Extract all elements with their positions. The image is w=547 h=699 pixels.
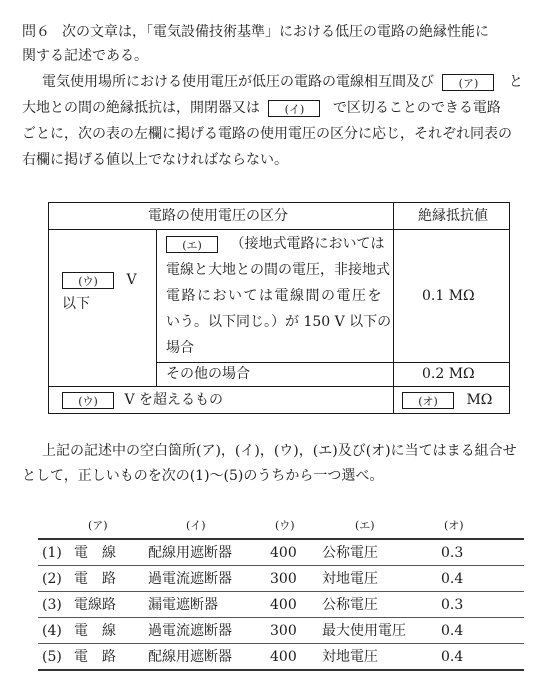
answer-u: 400: [270, 649, 297, 665]
answer-o: 0.3: [441, 545, 464, 561]
blank-o: (オ): [402, 392, 454, 409]
left-below: 以下: [62, 296, 90, 312]
answer-e: 対地電圧: [322, 649, 378, 665]
question-line-2: として，正しいものを次の(1)～(5)のうちから一つ選べ。: [22, 468, 384, 484]
answer-o: 0.4: [441, 649, 464, 665]
exceed-cell: [62, 390, 223, 410]
problem-line-3: [42, 72, 523, 92]
problem-text-3b: と: [508, 74, 523, 90]
answer-u: 400: [270, 545, 297, 561]
problem-line-1: [22, 22, 489, 42]
insulation-table: [48, 202, 510, 414]
problem-line-6: 右欄に掲げる値以上でなければならない。: [22, 152, 288, 168]
answer-header-e: (エ): [355, 519, 375, 532]
desc-line-4: いう。以下同じ。）が 150 V 以下の: [166, 314, 392, 330]
answer-row[interactable]: [38, 540, 524, 565]
problem-text-3a: 電気使用場所における使用電圧が低圧の電路の電線相互間及び: [42, 74, 434, 90]
value-2: 0.2 MΩ: [422, 366, 475, 382]
blank-u-1: (ウ): [62, 272, 114, 289]
answer-row[interactable]: [38, 592, 524, 617]
left-voltage-cell: [62, 270, 137, 290]
blank-u-2: (ウ): [62, 392, 114, 409]
answer-num: (4): [42, 623, 62, 639]
answer-num: (1): [42, 545, 62, 561]
answer-o: 0.4: [441, 571, 464, 587]
table-header-right: 絶縁抵抗値: [418, 208, 488, 224]
answer-e: 公称電圧: [322, 545, 378, 561]
problem-text-1: 次の文章は，「電気設備技術基準」における低圧の電路の絶縁性能に: [62, 24, 489, 40]
answer-i: 過電流遮断器: [148, 571, 232, 587]
desc-line-2: 電線と大地との間の電圧，非接地式: [166, 262, 390, 278]
problem-line-4: [22, 98, 501, 118]
desc-line-3: 電路においては電線間の電圧を: [166, 288, 383, 304]
answer-i: 漏電遮断器: [148, 597, 218, 613]
answer-e: 対地電圧: [322, 571, 378, 587]
answer-row[interactable]: [38, 618, 524, 643]
exceed-text: V を超えるもの: [124, 392, 224, 408]
problem-line-2: 関する記述である。: [22, 48, 148, 64]
table-header-left: 電路の使用電圧の区分: [148, 208, 288, 224]
desc-line-5: 場合: [166, 340, 194, 356]
answer-a: 電 線: [74, 623, 116, 639]
answer-e: 最大使用電圧: [322, 623, 406, 639]
blank-e: (エ): [166, 236, 218, 253]
problem-text-4a: 大地との間の絶縁抵抗は，開閉器又は: [22, 100, 260, 116]
answer-header-o: (オ): [444, 519, 464, 532]
question-line-1: 上記の記述中の空白箇所(ア)，(イ)，(ウ)，(エ)及び(オ)に当てはまる組合せ: [42, 443, 517, 459]
problem-number: 問６: [22, 24, 50, 40]
value-3-cell: [402, 390, 492, 410]
answer-u: 400: [270, 597, 297, 613]
left-voltage-unit: V: [126, 272, 137, 288]
answer-num: (3): [42, 597, 62, 613]
answer-header-i: (イ): [186, 519, 206, 532]
answer-i: 過電流遮断器: [148, 623, 232, 639]
answer-i: 配線用遮断器: [148, 545, 232, 561]
problem-text-4b: で区切ることのできる電路: [332, 100, 501, 116]
answer-header-u: (ウ): [275, 519, 295, 532]
answer-o: 0.3: [441, 597, 464, 613]
answer-header-a: (ア): [88, 519, 108, 532]
answer-e: 公称電圧: [322, 597, 378, 613]
answer-a: 電 線: [74, 545, 116, 561]
answer-u: 300: [270, 571, 297, 587]
blank-a: (ア): [442, 74, 494, 91]
problem-line-5: ごとに，次の表の左欄に掲げる電路の使用電圧の区分に応じ，それぞれ同表の: [22, 126, 512, 142]
blank-i: (イ): [268, 100, 320, 117]
answer-i: 配線用遮断器: [148, 649, 232, 665]
answer-o: 0.4: [441, 623, 464, 639]
answer-row[interactable]: [38, 566, 524, 591]
answer-a: 電 路: [74, 649, 116, 665]
other-case: その他の場合: [166, 366, 250, 382]
value-1: 0.1 MΩ: [422, 288, 475, 304]
value-3-unit: MΩ: [466, 392, 493, 408]
answer-num: (5): [42, 649, 62, 665]
desc-line-1: [166, 234, 384, 254]
answer-a: 電線路: [74, 597, 116, 613]
desc-text-1: （接地式電路においては: [230, 236, 385, 252]
answer-row[interactable]: [38, 644, 524, 669]
answer-num: (2): [42, 571, 62, 587]
answer-a: 電 路: [74, 571, 116, 587]
answer-u: 300: [270, 623, 297, 639]
